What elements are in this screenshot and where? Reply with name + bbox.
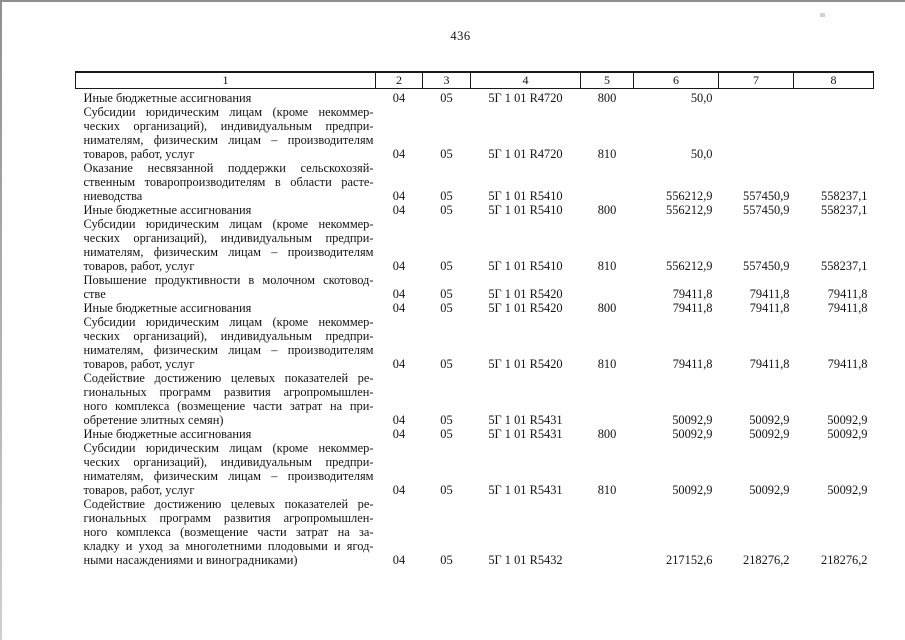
row-cell-c7: 79411,8 bbox=[749, 287, 790, 301]
row-cell-c7: 218276,2 bbox=[743, 553, 790, 567]
row-cell-c7: 79411,8 bbox=[749, 357, 790, 371]
row-cell-c8 bbox=[794, 105, 874, 161]
row-cell-c4: 5Г 1 01 R5420 bbox=[488, 357, 563, 371]
row-name-line: ческих организаций), индивидуальным предпри- bbox=[83, 455, 374, 469]
header-col-7: 7 bbox=[719, 72, 794, 89]
row-cell-c4: 5Г 1 01 R5420 bbox=[488, 301, 563, 315]
row-name-line: ственным товаропроизводителям в области расте- bbox=[83, 175, 374, 189]
row-cell-c6: 50092,9 bbox=[672, 413, 713, 427]
row-cell-c6: 556212,9 bbox=[666, 259, 713, 273]
row-cell-c2: 04 bbox=[392, 287, 406, 301]
table-header bbox=[76, 72, 874, 89]
row-cell-c8: 79411,8 bbox=[827, 357, 868, 371]
row-cell-c2: 04 bbox=[392, 413, 406, 427]
row-cell-c3: 05 bbox=[440, 413, 453, 427]
row-cell-c6: 556212,9 bbox=[666, 189, 713, 203]
row-cell-c6: 50092,9 bbox=[672, 427, 713, 441]
row-name-line: Субсидии юридическим лицам (кроме некоммер- bbox=[83, 441, 374, 455]
row-cell-c3: 05 bbox=[440, 259, 453, 273]
row-cell-c3: 05 bbox=[440, 147, 453, 161]
row-name-cell bbox=[76, 203, 376, 217]
table-row bbox=[76, 427, 874, 441]
row-name-line: товаров, работ, услуг bbox=[83, 357, 195, 371]
row-name-cell bbox=[76, 441, 376, 497]
row-name-line: Субсидии юридическим лицам (кроме некоммер- bbox=[83, 315, 374, 329]
row-name-cell bbox=[76, 371, 376, 427]
row-cell-c5: 810 bbox=[597, 357, 617, 371]
row-name-cell bbox=[76, 89, 376, 106]
row-cell-c5: 800 bbox=[597, 427, 617, 441]
row-name-line: Субсидии юридическим лицам (кроме некоммер- bbox=[83, 217, 374, 231]
row-name-line: товаров, работ, услуг bbox=[83, 259, 195, 273]
row-cell-c7: 50092,9 bbox=[749, 483, 790, 497]
row-name-line: ниеводства bbox=[83, 189, 143, 203]
row-cell-c5: 810 bbox=[597, 259, 617, 273]
row-name-line: Повышение продуктивности в молочном скотовод- bbox=[83, 273, 374, 287]
row-cell-c8: 558237,1 bbox=[821, 259, 868, 273]
row-cell-c8: 79411,8 bbox=[827, 301, 868, 315]
row-cell-c7: 557450,9 bbox=[743, 259, 790, 273]
row-name-line: гиональных программ развития агропромышлен- bbox=[83, 385, 374, 399]
scan-edge-top bbox=[0, 0, 905, 2]
row-cell-c6: 50,0 bbox=[690, 147, 713, 161]
row-cell-c4: 5Г 1 01 R5431 bbox=[488, 427, 563, 441]
row-cell-c8 bbox=[794, 89, 874, 106]
row-cell-c5: 800 bbox=[597, 91, 617, 105]
row-cell-c6: 556212,9 bbox=[666, 203, 713, 217]
row-cell-c5 bbox=[581, 161, 634, 203]
row-cell-c5: 810 bbox=[597, 483, 617, 497]
row-cell-c2: 04 bbox=[392, 427, 406, 441]
row-cell-c5: 800 bbox=[597, 203, 617, 217]
row-cell-c7: 557450,9 bbox=[743, 189, 790, 203]
row-cell-c6: 217152,6 bbox=[666, 553, 713, 567]
row-cell-c4: 5Г 1 01 R5431 bbox=[488, 483, 563, 497]
table-row bbox=[76, 301, 874, 315]
row-name-cell bbox=[76, 161, 376, 203]
row-cell-c7: 50092,9 bbox=[749, 427, 790, 441]
row-cell-c5: 810 bbox=[597, 147, 617, 161]
row-name-line: Иные бюджетные ассигнования bbox=[83, 427, 252, 441]
row-cell-c8: 79411,8 bbox=[827, 287, 868, 301]
row-cell-c4: 5Г 1 01 R5410 bbox=[488, 203, 563, 217]
row-cell-c2: 04 bbox=[392, 91, 406, 105]
row-name-line: Оказание несвязанной поддержки сельскохозяй- bbox=[83, 161, 374, 175]
header-col-6: 6 bbox=[634, 72, 719, 89]
row-cell-c7: 50092,9 bbox=[749, 413, 790, 427]
table-row bbox=[76, 273, 874, 301]
row-cell-c8: 50092,9 bbox=[827, 483, 868, 497]
row-name-line: Субсидии юридическим лицам (кроме некоммер- bbox=[83, 105, 374, 119]
row-cell-c6: 79411,8 bbox=[672, 287, 713, 301]
scan-edge-left bbox=[0, 0, 2, 640]
row-cell-c5: 800 bbox=[597, 301, 617, 315]
table-row bbox=[76, 441, 874, 497]
row-name-line: стве bbox=[83, 287, 106, 301]
row-name-line: товаров, работ, услуг bbox=[83, 483, 195, 497]
row-name-cell bbox=[76, 315, 376, 371]
row-cell-c3: 05 bbox=[440, 357, 453, 371]
row-cell-c6: 50,0 bbox=[690, 91, 713, 105]
row-cell-c3: 05 bbox=[440, 483, 453, 497]
row-name-line: ными насаждениями и виноградниками) bbox=[83, 553, 298, 567]
row-name-line: нимателям, физическим лицам – производителям bbox=[83, 469, 374, 483]
table-row bbox=[76, 217, 874, 273]
header-col-1: 1 bbox=[76, 72, 376, 89]
table-row bbox=[76, 371, 874, 427]
header-col-5: 5 bbox=[581, 72, 634, 89]
row-cell-c2: 04 bbox=[392, 189, 406, 203]
table-row bbox=[76, 89, 874, 106]
row-cell-c7: 79411,8 bbox=[749, 301, 790, 315]
row-cell-c4: 5Г 1 01 R5431 bbox=[488, 413, 563, 427]
row-cell-c2: 04 bbox=[392, 357, 406, 371]
row-name-line: кладку и уход за многолетними плодовыми и ягод- bbox=[83, 539, 374, 553]
row-cell-c3: 05 bbox=[440, 189, 453, 203]
table-row bbox=[76, 203, 874, 217]
header-col-3: 3 bbox=[423, 72, 471, 89]
row-cell-c8: 50092,9 bbox=[827, 427, 868, 441]
budget-table bbox=[75, 71, 874, 567]
row-cell-c4: 5Г 1 01 R5410 bbox=[488, 259, 563, 273]
row-cell-c2: 04 bbox=[392, 147, 406, 161]
header-row bbox=[76, 72, 874, 89]
row-name-line: нимателям, физическим лицам – производителям bbox=[83, 133, 374, 147]
row-cell-c2: 04 bbox=[392, 301, 406, 315]
row-cell-c3: 05 bbox=[440, 203, 453, 217]
row-name-line: ного комплекса (возмещение части затрат на за- bbox=[83, 525, 374, 539]
row-name-line: ческих организаций), индивидуальным предпри- bbox=[83, 119, 374, 133]
row-cell-c3: 05 bbox=[440, 553, 453, 567]
row-cell-c4: 5Г 1 01 R5410 bbox=[488, 189, 563, 203]
row-cell-c7: 557450,9 bbox=[743, 203, 790, 217]
page-number: 436 bbox=[450, 29, 471, 43]
table-row bbox=[76, 161, 874, 203]
row-cell-c6: 79411,8 bbox=[672, 301, 713, 315]
row-name-line: Иные бюджетные ассигнования bbox=[83, 91, 252, 105]
row-cell-c4: 5Г 1 01 R5420 bbox=[488, 287, 563, 301]
row-cell-c4: 5Г 1 01 R5432 bbox=[488, 553, 563, 567]
row-name-line: ческих организаций), индивидуальным предпри- bbox=[83, 329, 374, 343]
header-col-4: 4 bbox=[471, 72, 581, 89]
row-cell-c2: 04 bbox=[392, 203, 406, 217]
scan-artifact bbox=[820, 13, 825, 17]
row-cell-c5 bbox=[581, 371, 634, 427]
row-cell-c7 bbox=[719, 89, 794, 106]
table-body bbox=[76, 89, 874, 568]
row-name-line: обретение элитных семян) bbox=[83, 413, 224, 427]
row-name-cell bbox=[76, 497, 376, 567]
row-name-line: Содействие достижению целевых показателей ре- bbox=[83, 371, 374, 385]
row-name-cell bbox=[76, 301, 376, 315]
row-cell-c2: 04 bbox=[392, 483, 406, 497]
row-cell-c4: 5Г 1 01 R4720 bbox=[488, 147, 563, 161]
row-name-line: ного комплекса (возмещение части затрат на при- bbox=[83, 399, 374, 413]
row-cell-c8: 558237,1 bbox=[821, 203, 868, 217]
header-col-8: 8 bbox=[794, 72, 874, 89]
row-name-line: нимателям, физическим лицам – производителям bbox=[83, 245, 374, 259]
row-name-line: Иные бюджетные ассигнования bbox=[83, 301, 252, 315]
row-cell-c5 bbox=[581, 273, 634, 301]
row-name-line: нимателям, физическим лицам – производителям bbox=[83, 343, 374, 357]
row-cell-c5 bbox=[581, 497, 634, 567]
row-name-line: Иные бюджетные ассигнования bbox=[83, 203, 252, 217]
row-cell-c6: 79411,8 bbox=[672, 357, 713, 371]
row-cell-c8: 50092,9 bbox=[827, 413, 868, 427]
row-cell-c3: 05 bbox=[440, 427, 453, 441]
row-cell-c6: 50092,9 bbox=[672, 483, 713, 497]
row-name-cell bbox=[76, 273, 376, 301]
row-name-cell bbox=[76, 217, 376, 273]
row-cell-c2: 04 bbox=[392, 259, 406, 273]
header-col-2: 2 bbox=[376, 72, 423, 89]
row-cell-c3: 05 bbox=[440, 91, 453, 105]
table-row bbox=[76, 315, 874, 371]
row-name-cell bbox=[76, 427, 376, 441]
table-row bbox=[76, 105, 874, 161]
row-cell-c3: 05 bbox=[440, 287, 453, 301]
row-name-line: ческих организаций), индивидуальным предпри- bbox=[83, 231, 374, 245]
row-cell-c2: 04 bbox=[392, 553, 406, 567]
table-row bbox=[76, 497, 874, 567]
row-name-line: товаров, работ, услуг bbox=[83, 147, 195, 161]
row-cell-c8: 558237,1 bbox=[821, 189, 868, 203]
row-name-line: Содействие достижению целевых показателей ре- bbox=[83, 497, 374, 511]
row-cell-c8: 218276,2 bbox=[821, 553, 868, 567]
row-name-cell bbox=[76, 105, 376, 161]
row-name-line: гиональных программ развития агропромышлен- bbox=[83, 511, 374, 525]
row-cell-c4: 5Г 1 01 R4720 bbox=[488, 91, 563, 105]
row-cell-c7 bbox=[719, 105, 794, 161]
row-cell-c3: 05 bbox=[440, 301, 453, 315]
